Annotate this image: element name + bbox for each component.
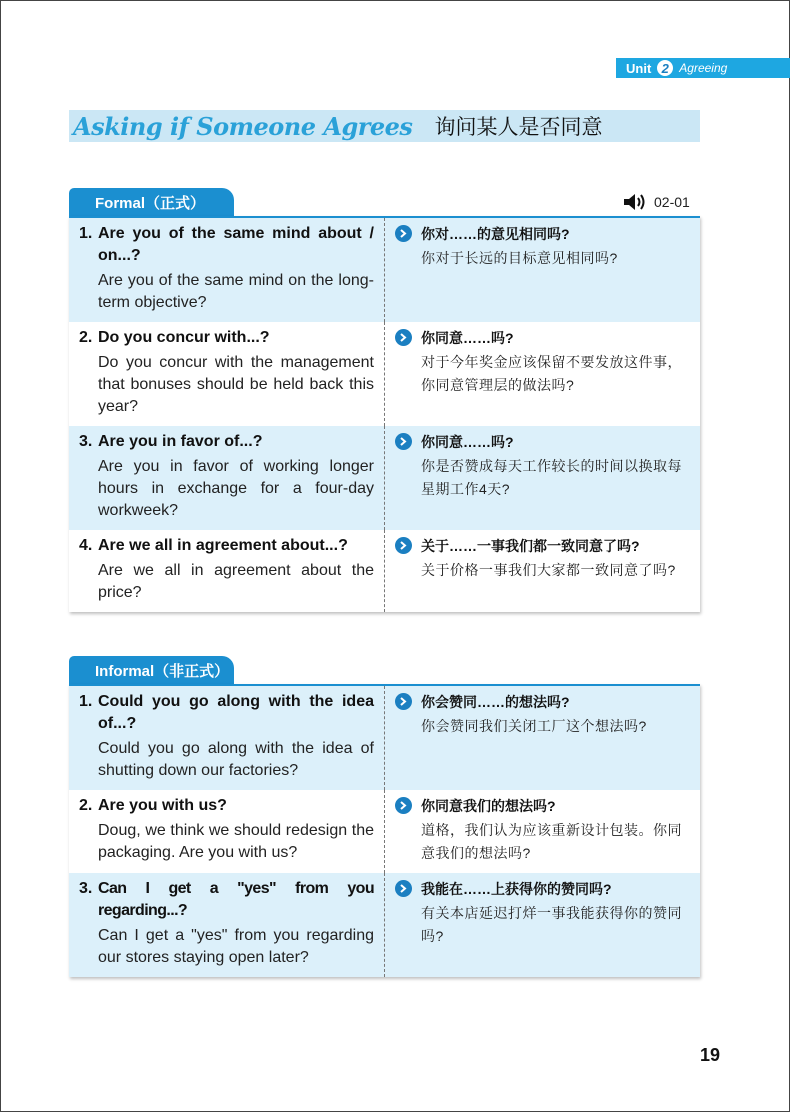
chinese-cell [385, 218, 700, 322]
table-row [69, 322, 700, 426]
phrase-en: Are you of the same mind about / on...? [98, 225, 374, 264]
audio-track[interactable] [622, 192, 690, 212]
phrase-en: Are you with us? [98, 797, 227, 814]
english-cell [69, 426, 385, 530]
arrow-right-icon [395, 433, 412, 450]
english-cell [69, 790, 385, 873]
phrase-zh: 你同意我们的想法吗? [421, 798, 556, 814]
informal-phrase-table [69, 684, 700, 977]
item-number: 4. [79, 537, 93, 554]
chinese-cell [385, 873, 700, 977]
table-row [69, 873, 700, 977]
example-zh: 你会赞同我们关闭工厂这个想法吗? [421, 718, 647, 734]
arrow-right-icon [395, 225, 412, 242]
phrase-zh: 关于……一事我们都一致同意了吗? [421, 538, 640, 554]
phrase-en: Are you in favor of...? [98, 433, 263, 450]
item-number: 3. [79, 880, 93, 897]
item-number: 3. [79, 433, 93, 450]
arrow-right-icon [395, 797, 412, 814]
arrow-right-icon [395, 329, 412, 346]
formal-phrase-table [69, 216, 700, 612]
example-en: Are you of the same mind on the long-term objective? [98, 272, 374, 311]
english-cell [69, 873, 385, 977]
speaker-icon[interactable] [622, 192, 646, 212]
unit-header-bar [616, 58, 790, 78]
table-row [69, 530, 700, 612]
arrow-right-icon [395, 693, 412, 710]
phrase-en: Do you concur with...? [98, 329, 270, 346]
section-heading [69, 110, 700, 142]
english-cell [69, 530, 385, 612]
unit-label: Unit [626, 60, 652, 76]
english-cell [69, 686, 385, 790]
table-row [69, 426, 700, 530]
example-en: Do you concur with the management that bonuses should be held back this year? [98, 354, 374, 415]
item-number: 2. [79, 797, 93, 814]
example-zh: 你对于长远的目标意见相同吗? [421, 250, 618, 266]
phrase-zh: 你对……的意见相同吗? [421, 226, 570, 242]
tab-informal: Informal（非正式） [69, 656, 234, 684]
english-cell [69, 218, 385, 322]
table-row [69, 790, 700, 873]
example-en: Doug, we think we should redesign the packaging. Are you with us? [98, 822, 374, 861]
chinese-cell [385, 790, 700, 873]
chinese-cell [385, 530, 700, 612]
phrase-en: Could you go along with the idea of...? [98, 693, 374, 732]
table-row [69, 686, 700, 790]
example-en: Can I get a "yes" from you regarding our stores staying open later? [98, 927, 374, 966]
phrase-zh: 你同意……吗? [421, 434, 514, 450]
arrow-right-icon [395, 880, 412, 897]
unit-number-badge: 2 [655, 58, 675, 78]
unit-title: Agreeing [679, 61, 728, 75]
chinese-cell [385, 686, 700, 790]
phrase-zh: 你同意……吗? [421, 330, 514, 346]
table-row [69, 218, 700, 322]
chinese-cell [385, 426, 700, 530]
example-en: Could you go along with the idea of shutting down our factories? [98, 740, 374, 779]
phrase-en: Are we all in agreement about...? [98, 537, 348, 554]
example-en: Are you in favor of working longer hours in exchange for a four-day workweek? [98, 458, 374, 519]
page-number: 19 [700, 1045, 721, 1065]
example-zh: 你是否赞成每天工作较长的时间以换取每星期工作4天? [421, 458, 682, 497]
tab-formal: Formal（正式） [69, 188, 234, 216]
audio-track-number: 02-01 [654, 194, 690, 210]
phrase-zh: 你会赞同……的想法吗? [421, 694, 570, 710]
item-number: 2. [79, 329, 93, 346]
example-zh: 对于今年奖金应该保留不要发放这件事，你同意管理层的做法吗? [421, 354, 682, 393]
example-zh: 关于价格一事我们大家都一致同意了吗? [421, 562, 676, 578]
phrase-en: Can I get a "yes" from you regarding...? [98, 880, 374, 919]
example-zh: 道格，我们认为应该重新设计包装。你同意我们的想法吗? [421, 822, 682, 861]
section-title-en: Asking if Someone Agrees [73, 111, 413, 141]
item-number: 1. [79, 693, 93, 710]
chinese-cell [385, 322, 700, 426]
example-en: Are we all in agreement about the price? [98, 562, 374, 601]
example-zh: 有关本店延迟打烊一事我能获得你的赞同吗? [421, 905, 682, 944]
english-cell [69, 322, 385, 426]
item-number: 1. [79, 225, 93, 242]
section-title-zh: 询问某人是否同意 [434, 116, 603, 139]
phrase-zh: 我能在……上获得你的赞同吗? [421, 881, 612, 897]
arrow-right-icon [395, 537, 412, 554]
